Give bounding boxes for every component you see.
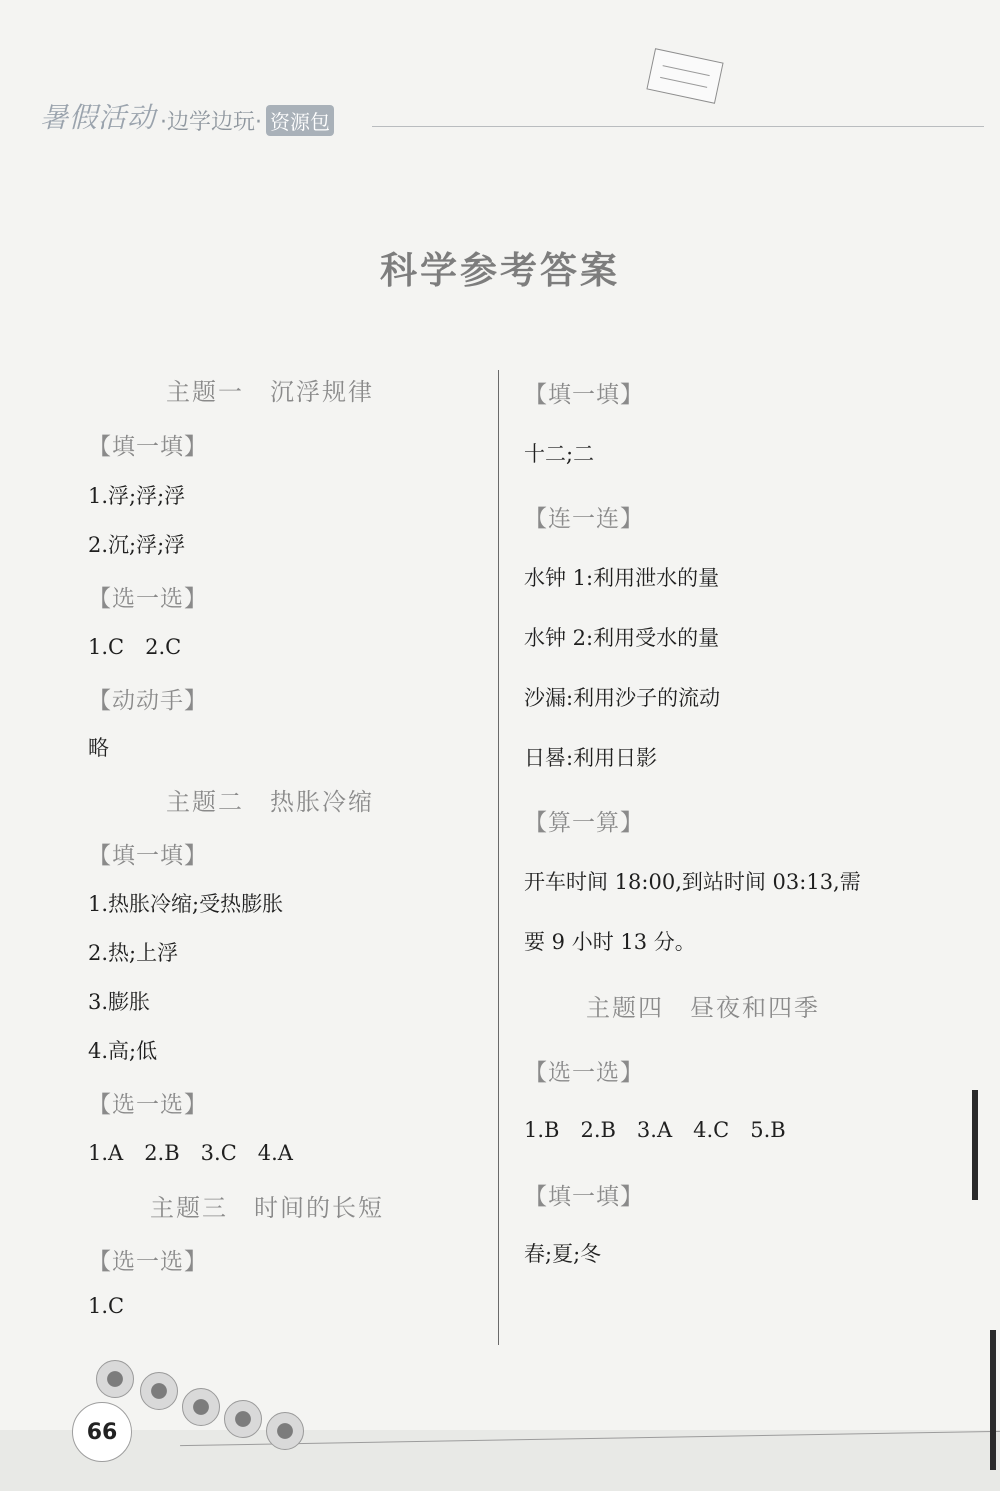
flower-icon xyxy=(140,1372,178,1410)
topic-heading: 主题二 热胀冷缩 xyxy=(166,788,374,816)
edge-mark xyxy=(990,1330,996,1470)
answer-line: 1.B 2.B 3.A 4.C 5.B xyxy=(524,1118,786,1142)
answer-line: 2.热;上浮 xyxy=(88,941,179,965)
answer-line: 4.高;低 xyxy=(88,1039,158,1063)
page-number: 66 xyxy=(72,1402,132,1462)
answer-line: 略 xyxy=(88,736,109,760)
answer-line: 沙漏:利用沙子的流动 xyxy=(524,686,721,710)
answer-line: 1.C xyxy=(88,1294,125,1318)
topic-heading: 主题三 时间的长短 xyxy=(150,1194,384,1222)
header-rule xyxy=(372,126,984,127)
flower-icon xyxy=(266,1412,304,1450)
section-heading: 【连一连】 xyxy=(524,506,644,532)
footer-landscape xyxy=(0,1430,1000,1491)
stamp-icon xyxy=(646,48,723,104)
answer-line: 水钟 1:利用泄水的量 xyxy=(524,566,720,590)
flower-icon xyxy=(96,1360,134,1398)
section-heading: 【填一填】 xyxy=(88,434,208,460)
section-heading: 【选一选】 xyxy=(524,1060,644,1086)
section-heading: 【填一填】 xyxy=(88,843,208,869)
page-header xyxy=(40,96,334,136)
answer-line: 水钟 2:利用受水的量 xyxy=(524,626,720,650)
section-heading: 【算一算】 xyxy=(524,810,644,836)
section-heading: 【选一选】 xyxy=(88,1092,208,1118)
series-logo: 暑假活动 xyxy=(40,101,157,134)
answer-line: 日晷:利用日影 xyxy=(524,746,658,770)
answer-line: 1.A 2.B 3.C 4.A xyxy=(88,1141,293,1165)
section-heading: 【动动手】 xyxy=(88,688,208,714)
answer-line: 1.C 2.C xyxy=(88,635,182,659)
series-subtitle: ·边学边玩· xyxy=(160,110,263,135)
section-heading: 【填一填】 xyxy=(524,1184,644,1210)
section-heading: 【选一选】 xyxy=(88,1249,208,1275)
page-title: 科学参考答案 xyxy=(380,248,620,292)
topic-heading: 主题一 沉浮规律 xyxy=(166,378,374,406)
edge-mark xyxy=(972,1090,978,1200)
answer-line: 1.浮;浮;浮 xyxy=(88,484,186,508)
answer-line: 要 9 小时 13 分。 xyxy=(524,930,696,954)
column-divider xyxy=(498,370,499,1345)
answer-line: 2.沉;浮;浮 xyxy=(88,533,186,557)
series-badge: 资源包 xyxy=(266,105,334,136)
answer-line: 春;夏;冬 xyxy=(524,1242,602,1266)
answer-line: 3.膨胀 xyxy=(88,990,151,1014)
section-heading: 【选一选】 xyxy=(88,586,208,612)
topic-heading: 主题四 昼夜和四季 xyxy=(586,994,820,1022)
flower-icon xyxy=(224,1400,262,1438)
flower-icon xyxy=(182,1388,220,1426)
section-heading: 【填一填】 xyxy=(524,382,644,408)
answer-line: 1.热胀冷缩;受热膨胀 xyxy=(88,892,284,916)
answer-line: 十二;二 xyxy=(524,442,595,466)
answer-line: 开车时间 18:00,到站时间 03:13,需 xyxy=(524,870,861,894)
